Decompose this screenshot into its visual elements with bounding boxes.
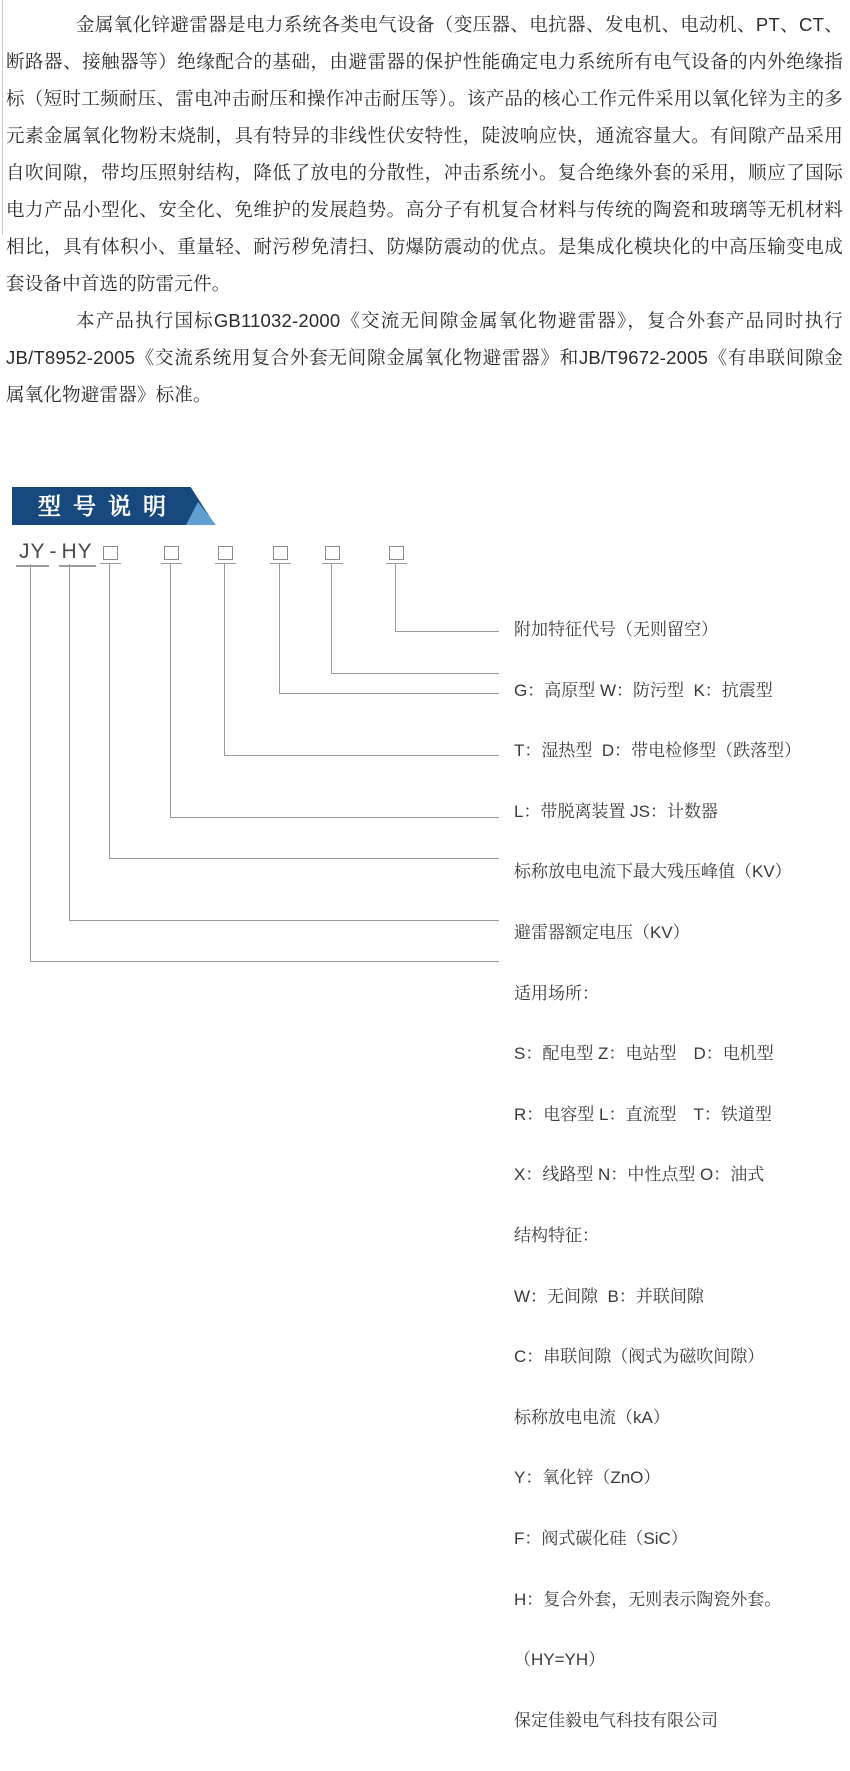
label-row: S：配电型 Z：电站型 D：电机型 [514, 1044, 774, 1064]
label-row: 结构特征： [514, 1225, 599, 1245]
model-prefix: JY [16, 540, 49, 567]
label-row: 标称放电电流（kA） [514, 1407, 670, 1427]
model-series: HY [59, 540, 96, 567]
model-slot-box-1 [103, 546, 118, 560]
section-title: 型号说明 [38, 493, 178, 519]
model-slot-box-2 [164, 546, 179, 560]
model-separator: - [49, 540, 58, 563]
model-slot-box-4 [273, 546, 288, 560]
model-slot-box-3 [218, 546, 233, 560]
label-row: 标称放电电流下最大残压峰值（KV） [514, 862, 792, 882]
intro-section [6, 6, 843, 413]
label-row: 适用场所： [514, 983, 599, 1003]
section-banner [12, 487, 215, 525]
model-slot-box-6 [389, 546, 404, 560]
label-row: F：阀式碳化硅（SiC） [514, 1528, 688, 1548]
intro-paragraph-1: 金属氧化锌避雷器是电力系统各类电气设备（变压器、电抗器、发电机、电动机、PT、CT、断路器、接触器等）绝缘配合的基础，由避雷器的保护性能确定电力系统所有电气设备的内外绝缘指标（短时工频耐压、雷电冲击耐压和操作冲击耐压等）。该产品的核心工作元件采用以氧化锌为主的多元素金属氧化物粉末烧制，具有特异的非线性伏安特性，陡波响应快，通流容量大。有间隙产品采用自吹间隙，带均压照射结构，降低了放电的分散性，冲击系统小。复合绝缘外套的采用，顺应了国际电力产品小型化、安全化、免维护的发展趋势。高分子有机复合材料与传统的陶瓷和玻璃等无机材料相比，具有体积小、重量轻、耐污秽免清扫、防爆防震动的优点。是集成化模块化的中高压输变电成套设备中首选的防雷元件。 [6, 14, 843, 294]
intro-paragraph-2: 本产品执行国标GB11032-2000《交流无间隙金属氧化物避雷器》，复合外套产品同时执行JB/T8952-2005《交流系统用复合外套无间隙金属氧化物避雷器》和JB/T9672-2005《有串联间隙金属氧化物避雷器》标准。 [6, 310, 843, 405]
diagram-labels [514, 580, 801, 1771]
label-row: T：湿热型 D：带电检修型（跌落型） [514, 741, 802, 761]
label-row: G：高原型 W：防污型 K：抗震型 [514, 680, 773, 700]
label-row: 避雷器额定电压（KV） [514, 922, 690, 942]
page-edge-line [2, 0, 3, 235]
model-code [16, 540, 96, 567]
connector-line-slot-6 [395, 564, 499, 632]
label-row: Y：氧化锌（ZnO） [514, 1468, 661, 1488]
label-row: L：带脱离装置 JS：计数器 [514, 801, 719, 821]
model-slot-box-5 [325, 546, 340, 560]
label-row: X：线路型 N：中性点型 O：油式 [514, 1165, 765, 1185]
label-row: C：串联间隙（阀式为磁吹间隙） [514, 1347, 765, 1367]
label-row: W：无间隙 B：并联间隙 [514, 1286, 704, 1306]
label-row: （HY=YH） [514, 1650, 606, 1670]
label-row: 保定佳毅电气科技有限公司 [514, 1710, 718, 1730]
label-row: 附加特征代号（无则留空） [514, 620, 718, 639]
label-row: R：电容型 L：直流型 T：铁道型 [514, 1104, 772, 1124]
label-row: H：复合外套，无则表示陶瓷外套。 [514, 1589, 782, 1609]
